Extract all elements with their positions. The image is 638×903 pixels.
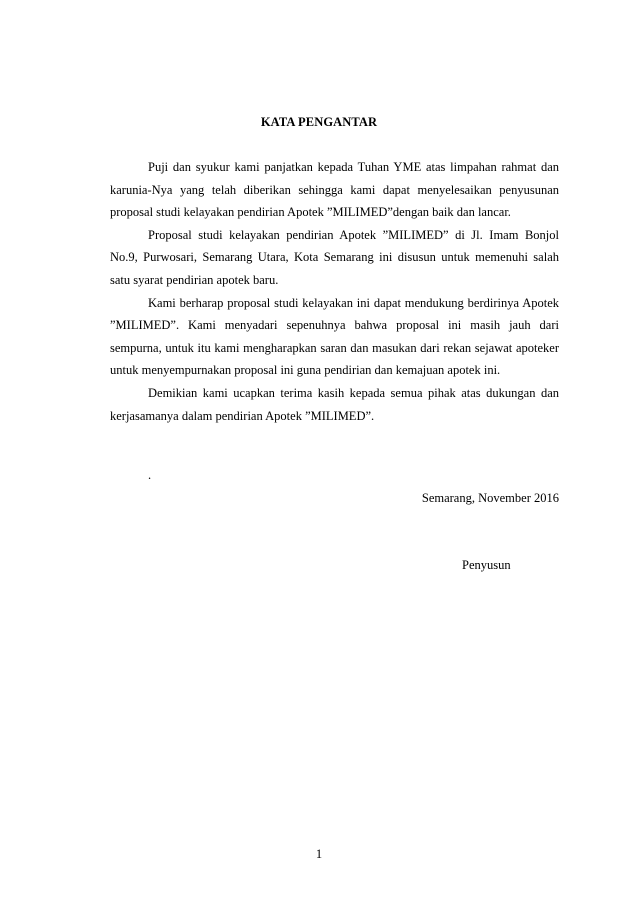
stray-dot: . — [148, 468, 152, 482]
paragraph-1: Puji dan syukur kami panjatkan kepada Tuhan YME atas limpahan rahmat dan karunia-Nya yang telah diberikan sehingga kami dapat menyelesaikan penyusunan proposal studi kelayakan pendirian Apotek ”MILIMED”dengan baik dan lancar. — [110, 160, 559, 220]
author-signature: Penyusun — [462, 558, 511, 572]
document-body — [110, 156, 559, 427]
page-number: 1 — [315, 847, 323, 861]
paragraph-3: Kami berharap proposal studi kelayakan ini dapat mendukung berdirinya Apotek ”MILIMED”. Kami menyadari sepenuhnya bahwa proposal ini masih jauh dari sempurna, untuk itu kami mengharapkan saran dan masukan dari rekan sejawat apoteker untuk menyempurnakan proposal ini guna pendirian dan kemajuan apotek ini. — [110, 295, 559, 378]
place-date: Semarang, November 2016 — [421, 491, 559, 505]
paragraph-4: Demikian kami ucapkan terima kasih kepada semua pihak atas dukungan dan kerjasamanya dalam pendirian Apotek ”MILIMED”. — [110, 385, 559, 423]
paragraph-2: Proposal studi kelayakan pendirian Apotek ”MILIMED” di Jl. Imam Bonjol No.9, Purwosari, Semarang Utara, Kota Semarang ini disusun untuk memenuhi salah satu syarat pendirian apotek baru. — [110, 227, 559, 287]
page-title: KATA PENGANTAR — [260, 115, 378, 129]
